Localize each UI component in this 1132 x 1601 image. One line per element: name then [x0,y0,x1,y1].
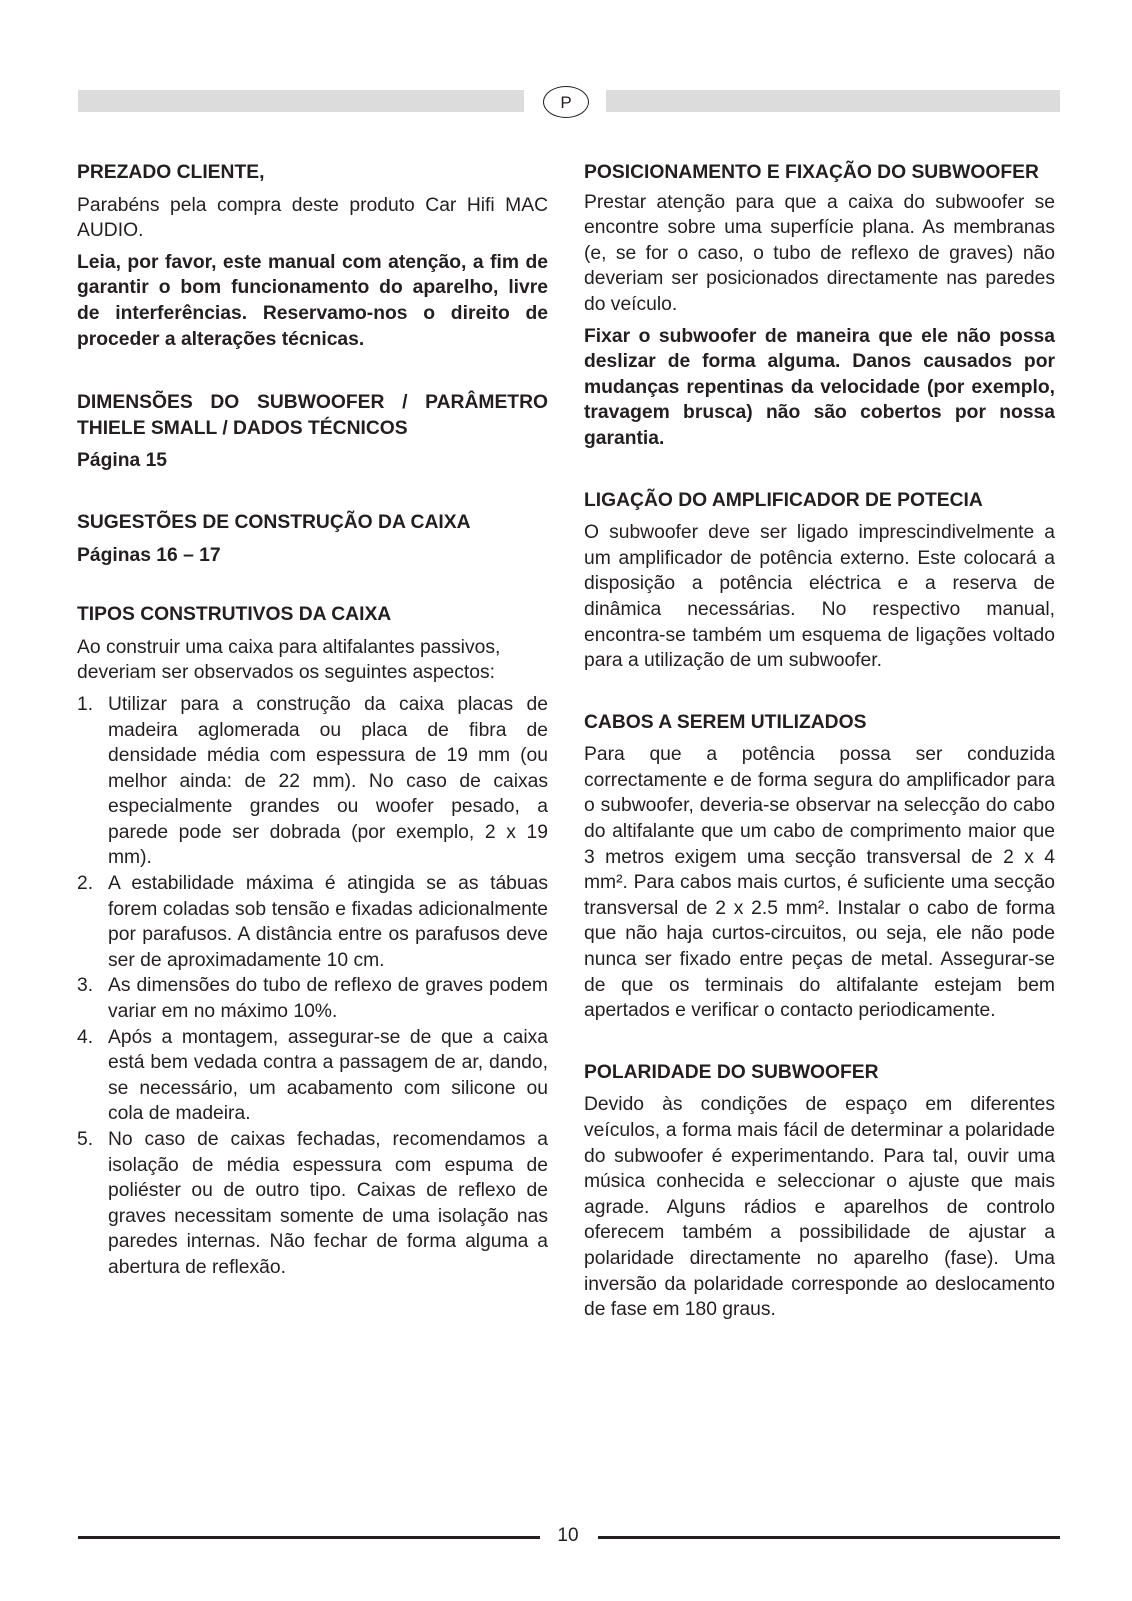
section-title: POSICIONAMENTO E FIXAÇÃO DO SUBWOOFER [584,162,1039,183]
section-title: LIGAÇÃO DO AMPLIFICADOR DE POTECIA [584,489,983,511]
language-code: P [560,92,572,112]
header-rule-right [606,90,1060,112]
header-rule-left [78,90,524,112]
body-paragraph: Prestar atenção para que a caixa do subwoofer se encontre sobre uma superfície plana. As membranas (e, se for o caso, o tubo de reflexo de graves) não deveriam ser posicionados directamente nas paredes do veículo. [584,191,1055,315]
section-dimensions [77,390,548,474]
section-title: TIPOS CONSTRUTIVOS DA CAIXA [77,604,392,626]
body-paragraph: Devido às condições de espaço em diferentes veículos, a forma mais fácil de determinar a polaridade do subwoofer é experimentando. Para tal, ouvir uma música conhecida e seleccionar o ajuste que mais agrade. Alguns rádios e aparelhos de controlo oferecem também a possibilidade de ajustar a polaridade directamente no aparelho (fase). Uma inversão da polaridade corresponde ao deslocamento de fase em 180 graus. [584,1094,1055,1321]
page-reference: Páginas 16 – 17 [77,544,221,566]
intro-paragraph: Parabéns pela compra deste produto Car Hifi MAC AUDIO. [77,194,548,242]
section-title: CABOS A SEREM UTILIZADOS [584,711,867,733]
section-construction-types [77,602,548,1280]
intro-paragraph: Ao construir uma caixa para altifalantes passivos, deveriam ser observados os seguintes aspectos: [77,636,501,684]
footer-rule-left [78,1536,540,1539]
body-paragraph: Para que a potência possa ser conduzida correctamente e de forma segura do amplificador para o subwoofer, deveria-se observar na selecção do cabo do altifalante que um cabo de comprimento maior que 3 metros exigem uma secção transversal de 2 x 4 mm². Para cabos mais curtos, é suficiente uma secção transversal de 2 x 2.5 mm². Instalar o cabo de forma que não haja curtos-circuitos, ou seja, ele não pode nunca ser fixado entre peças de metal. Assegurar-se de que os terminais do altifalante estejam bem apertados e verificar o contacto periodicamente. [584,744,1055,1022]
language-badge [543,86,589,118]
item-text: Após a montagem, assegurar-se de que a caixa está bem vedada contra a passagem de ar, dando, se necessário, um acabamento com silicone ou cola de madeira. [108,1026,548,1125]
item-number: 4. [77,1026,94,1048]
section-title: SUGESTÕES DE CONSTRUÇÃO DA CAIXA [77,511,471,533]
item-text: As dimensões do tubo de reflexo de graves podem variar em no máximo 10%. [108,975,548,1023]
footer-rule-right [598,1536,1060,1539]
construction-list [77,692,548,1281]
right-column [584,160,1055,1356]
list-item [77,1025,548,1127]
section-suggestions [77,510,548,568]
section-positioning [584,160,1055,452]
left-column [77,160,548,1314]
list-item [77,1127,548,1281]
item-text: No caso de caixas fechadas, recomendamos a isolação de média espessura com espuma de poliéster ou de outro tipo. Caixas de reflexo de graves necessitam somente de uma isolação nas paredes internas. Não fechar de forma alguma a abertura de reflexão. [108,1129,548,1278]
warning-paragraph: Fixar o subwoofer de maneira que ele não possa deslizar de forma alguma. Danos causados por mudanças repentinas da velocidade (por exemplo, travagem brusca) não são cobertos por nossa garantia. [584,325,1055,449]
item-number: 2. [77,873,94,895]
list-item [77,692,548,871]
item-number: 3. [77,975,94,997]
section-title: PREZADO CLIENTE, [77,162,265,183]
page-number: 10 [557,1525,579,1546]
section-title: DIMENSÕES DO SUBWOOFER / PARÂMETRO THIELE SMALL / DADOS TÉCNICOS [77,392,548,439]
item-text: A estabilidade máxima é atingida se as tábuas forem coladas sob tensão e fixadas adicionalmente por parafusos. A distância entre os parafusos deve ser de aproximadamente 10 cm. [108,873,548,971]
section-amplifier [584,488,1055,674]
section-greeting [77,160,548,352]
list-item [77,871,548,973]
list-item [77,973,548,1024]
body-paragraph: O subwoofer deve ser ligado imprescindivelmente a um amplificador de potência externo. Este colocará a disposição a potência eléctrica e a reserva de dinâmica necessárias. No respectivo manual, encontra-se também um esquema de ligações voltado para a utilização de um subwoofer. [584,522,1055,672]
section-title: POLARIDADE DO SUBWOOFER [584,1061,879,1083]
notice-paragraph: Leia, por favor, este manual com atenção, a fim de garantir o bom funcionamento do aparelho, livre de interferências. Reservamo-nos o direito de proceder a alterações técnicas. [77,251,548,350]
section-cables [584,710,1055,1024]
item-number: 1. [77,693,94,715]
page-reference: Página 15 [77,450,168,472]
item-text: Utilizar para a construção da caixa placas de madeira aglomerada ou placa de fibra de densidade média com espessura de 19 mm (ou melhor ainda: de 22 mm). No caso de caixas especialmente grandes ou woofer pesado, a parede pode ser dobrada (por exemplo, 2 x 19 mm). [108,693,548,869]
section-polarity [584,1060,1055,1323]
item-number: 5. [77,1129,94,1150]
